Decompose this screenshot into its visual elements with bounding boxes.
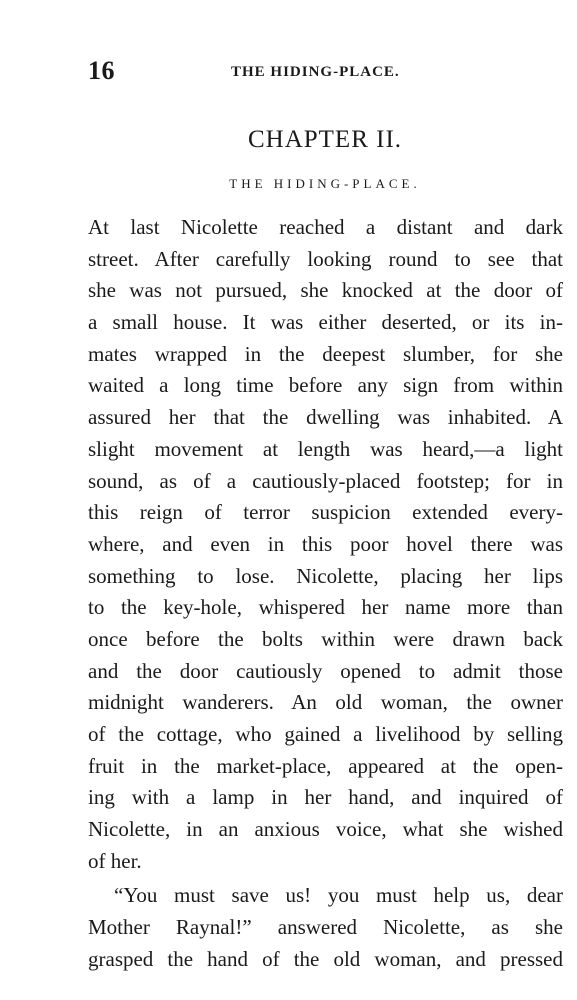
chapter-subtitle: THE HIDING-PLACE.	[229, 176, 421, 191]
text-line: midnight wanderers. An old woman, the owner	[88, 690, 563, 715]
text-line: fruit in the market-place, appeared at the open-	[88, 753, 563, 778]
page-number: 16	[88, 56, 115, 85]
text-line: slight movement at length was heard,—a light	[88, 436, 563, 461]
text-line: mates wrapped in the deepest slumber, for she	[88, 341, 563, 366]
text-line: grasped the hand of the old woman, and pressed	[88, 946, 563, 971]
text-line: assured her that the dwelling was inhabited. A	[88, 405, 563, 430]
text-line: street. After carefully looking round to see that	[88, 246, 563, 271]
paragraph-1	[88, 212, 563, 877]
text-line: and the door cautiously opened to admit those	[88, 658, 563, 683]
running-title: THE HIDING-PLACE.	[231, 64, 400, 80]
text-line: At last Nicolette reached a distant and dark	[88, 215, 563, 239]
text-line: of her.	[88, 848, 142, 873]
text-line: waited a long time before any sign from within	[88, 373, 563, 398]
text-line: Nicolette, in an anxious voice, what she wished	[88, 817, 563, 842]
text-line: this reign of terror suspicion extended every-	[88, 500, 563, 525]
paragraph-2	[88, 880, 563, 975]
running-head	[88, 56, 562, 88]
chapter-heading: CHAPTER II.	[247, 126, 403, 153]
text-line: Mother Raynal!” answered Nicolette, as she	[88, 915, 563, 940]
text-line: sound, as of a cautiously-placed footstep; for in	[88, 468, 563, 493]
text-line: of the cottage, who gained a livelihood by selling	[88, 722, 563, 746]
text-line: once before the bolts within were drawn back	[88, 626, 563, 651]
body-text	[88, 212, 563, 976]
text-line: ing with a lamp in her hand, and inquired of	[88, 785, 563, 810]
text-line: something to lose. Nicolette, placing her lips	[88, 563, 563, 588]
text-line: to the key-hole, whispered her name more than	[88, 595, 563, 620]
text-line: “You must save us! you must help us, dear	[114, 883, 563, 908]
text-line: she was not pursued, she knocked at the door of	[88, 278, 563, 303]
text-line: where, and even in this poor hovel there was	[88, 531, 563, 556]
text-line: a small house. It was either deserted, or its in-	[88, 310, 563, 335]
